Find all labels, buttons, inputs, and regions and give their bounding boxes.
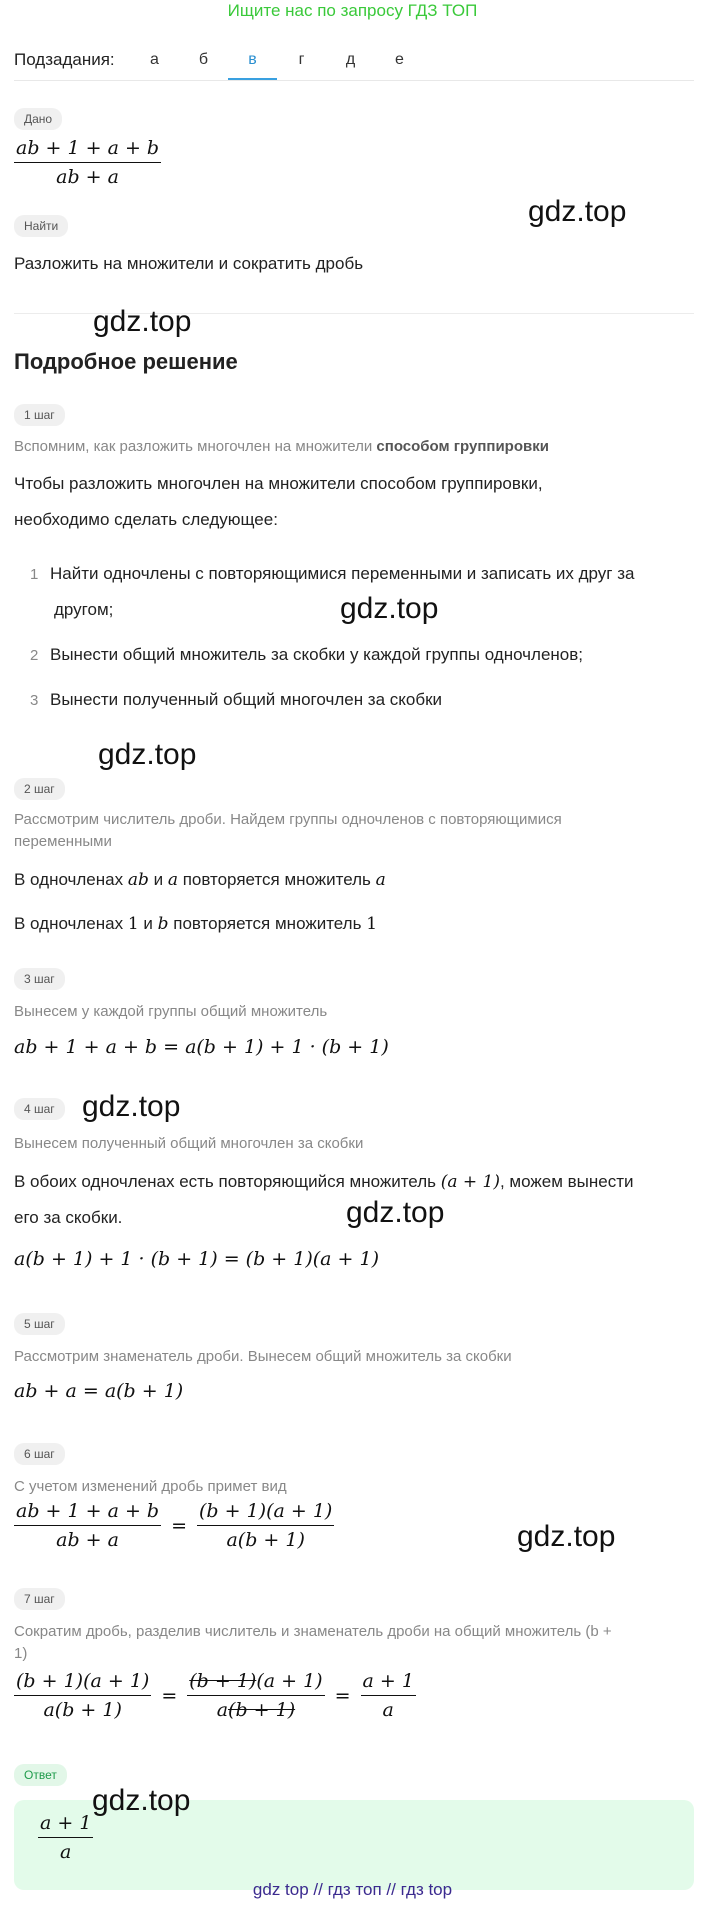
list-number-1: 1 — [30, 566, 39, 583]
list-item-1-line1: Найти одночлены с повторяющимися переменными и записать их друг за — [50, 564, 635, 583]
subtasks-label: Подзадания: — [14, 50, 115, 69]
numerator — [187, 1670, 324, 1695]
step-7-pill: 7 шаг — [14, 1588, 65, 1610]
step-3-pill: 3 шаг — [14, 968, 65, 990]
fraction — [197, 1500, 334, 1551]
step-2-line1 — [14, 868, 386, 892]
watermark: gdz.top — [93, 305, 192, 338]
tab-g[interactable]: г — [298, 51, 305, 68]
watermark: gdz.top — [528, 195, 627, 228]
equals-sign: = — [161, 1684, 178, 1707]
list-item-1-line2: другом; — [54, 600, 114, 619]
math: a — [167, 870, 178, 890]
factor: a — [216, 1699, 229, 1721]
step-2-hint-line2: переменными — [14, 833, 112, 850]
step-5-pill: 5 шаг — [14, 1313, 65, 1335]
list-item-2: Вынести общий множитель за скобки у каждой группы одночленов; — [50, 645, 584, 664]
denominator: a(b + 1) — [197, 1525, 334, 1551]
step-1-hint-bold: способом группировки — [376, 438, 549, 455]
step-1-hint — [14, 437, 549, 457]
step-3-hint: Вынесем у каждой группы общий множитель — [14, 1003, 328, 1020]
denominator: ab + a — [14, 1525, 161, 1551]
numerator: a + 1 — [362, 1670, 414, 1692]
equals-sign: = — [334, 1684, 351, 1707]
struck-factor: (b + 1) — [189, 1670, 257, 1692]
step-1-line1: Чтобы разложить многочлен на множители способом группировки, — [14, 474, 543, 493]
search-banner: Ищите нас по запросу ГДЗ ТОП — [227, 1, 478, 20]
numerator: (b + 1)(a + 1) — [16, 1670, 150, 1692]
step-7-hint-line2: 1) — [14, 1645, 28, 1662]
math: b — [157, 914, 169, 934]
tab-e[interactable]: е — [395, 51, 404, 68]
given-denominator: ab + a — [14, 162, 161, 188]
denominator: a — [38, 1837, 93, 1863]
step-4-hint: Вынесем полученный общий многочлен за скобки — [14, 1135, 364, 1152]
watermark: gdz.top — [340, 592, 439, 625]
step-7-formula — [14, 1670, 416, 1721]
tabs-divider — [14, 80, 694, 81]
footer-links[interactable]: gdz top // гдз топ // гдз top — [252, 1880, 453, 1899]
text: повторяется множитель — [177, 870, 376, 889]
solution-title: Подробное решение — [14, 349, 238, 374]
text: , можем вынести — [499, 1172, 634, 1191]
step-5-formula: ab + a = a(b + 1) — [14, 1380, 184, 1402]
tab-a[interactable]: а — [150, 51, 159, 68]
answer-fraction — [38, 1812, 93, 1863]
numerator: a + 1 — [40, 1812, 92, 1834]
given-fraction — [14, 137, 161, 188]
step-2-line2 — [14, 912, 377, 936]
step-2-pill: 2 шаг — [14, 778, 65, 800]
step-1-line2: необходимо сделать следующее: — [14, 510, 278, 529]
step-7-hint-line1: Сократим дробь, разделив числитель и знаменатель дроби на общий множитель (b + — [14, 1623, 612, 1640]
watermark: gdz.top — [92, 1784, 191, 1817]
list-number-3: 3 — [30, 692, 39, 709]
denominator: a(b + 1) — [14, 1695, 151, 1721]
numerator: (b + 1)(a + 1) — [199, 1500, 333, 1522]
watermark: gdz.top — [82, 1090, 181, 1123]
given-pill: Дано — [14, 108, 62, 130]
step-6-formula — [14, 1500, 334, 1551]
watermark: gdz.top — [98, 738, 197, 771]
factor: (a + 1) — [256, 1670, 323, 1692]
step-6-hint: С учетом изменений дробь примет вид — [14, 1478, 287, 1495]
step-4-line2: его за скобки. — [14, 1208, 123, 1227]
tab-d[interactable]: д — [345, 51, 356, 68]
struck-factor: (b + 1) — [228, 1699, 296, 1721]
numerator: ab + 1 + a + b — [16, 1500, 160, 1522]
tab-v[interactable]: в — [228, 44, 277, 80]
equals-sign: = — [171, 1514, 187, 1537]
step-3-formula: ab + 1 + a + b = a(b + 1) + 1 · (b + 1) — [14, 1036, 389, 1058]
text: В обоих одночленах есть повторяющийся множитель — [14, 1172, 441, 1191]
step-4-formula: a(b + 1) + 1 · (b + 1) = (b + 1)(a + 1) — [14, 1248, 379, 1270]
step-1-hint-text: Вспомним, как разложить многочлен на множители — [14, 438, 377, 455]
tab-b[interactable]: б — [198, 51, 209, 68]
watermark: gdz.top — [517, 1520, 616, 1553]
math: a — [375, 870, 386, 890]
denominator: a — [361, 1695, 416, 1721]
list-number-2: 2 — [30, 647, 39, 664]
text: и — [138, 914, 158, 933]
watermark: gdz.top — [346, 1196, 445, 1229]
find-pill: Найти — [14, 215, 68, 237]
step-4-pill: 4 шаг — [14, 1098, 65, 1120]
math: 1 — [127, 914, 139, 934]
given-numerator: ab + 1 + a + b — [16, 137, 160, 159]
subtask-tabs — [130, 44, 424, 80]
denominator — [187, 1695, 324, 1721]
step-4-line1 — [14, 1170, 634, 1194]
step-1-pill: 1 шаг — [14, 404, 65, 426]
step-5-hint: Рассмотрим знаменатель дроби. Вынесем общий множитель за скобки — [14, 1348, 512, 1365]
answer-pill: Ответ — [14, 1764, 67, 1786]
step-2-hint-line1: Рассмотрим числитель дроби. Найдем группы одночленов с повторяющимися — [14, 811, 562, 828]
step-6-pill: 6 шаг — [14, 1443, 65, 1465]
list-item-3: Вынести полученный общий многочлен за скобки — [50, 690, 443, 709]
fraction — [14, 1670, 151, 1721]
text: В одночленах — [14, 914, 128, 933]
find-text: Разложить на множители и сократить дробь — [14, 254, 364, 273]
fraction — [14, 1500, 161, 1551]
text: и — [148, 870, 168, 889]
text: повторяется множитель — [168, 914, 367, 933]
fraction — [361, 1670, 416, 1721]
math: (a + 1) — [440, 1172, 500, 1192]
math: 1 — [366, 914, 378, 934]
fraction — [187, 1670, 324, 1721]
math: ab — [127, 870, 149, 890]
text: В одночленах — [14, 870, 128, 889]
